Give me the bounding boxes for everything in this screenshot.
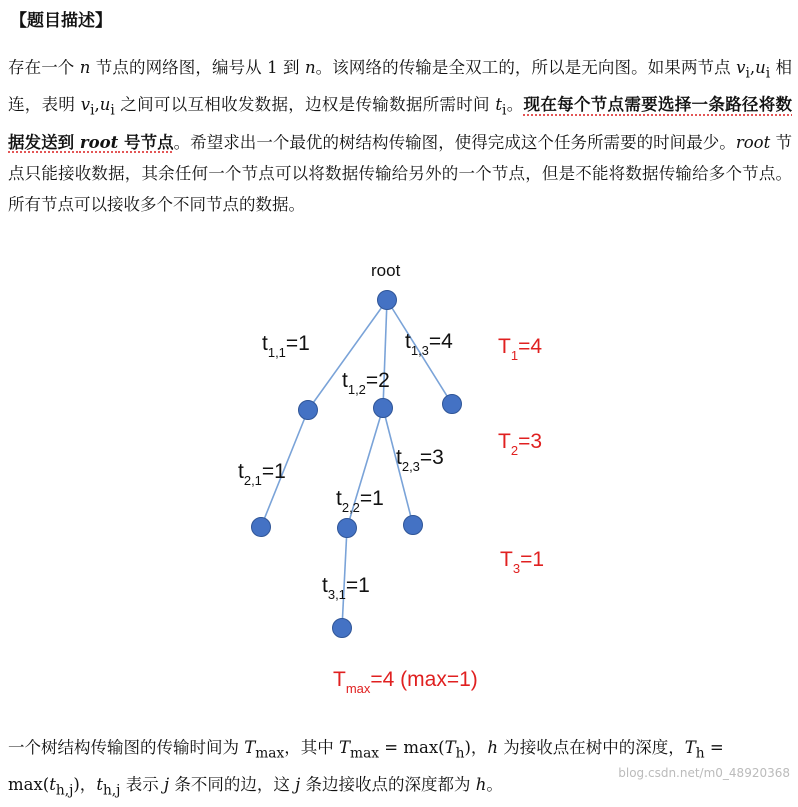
definition-run: T xyxy=(684,738,696,757)
edge-weight-label: $t_{1,1}=1$ xyxy=(262,332,310,360)
description-run: n xyxy=(304,58,316,77)
tree-node xyxy=(338,519,357,538)
description-run: root xyxy=(735,132,771,152)
definition-run: )， xyxy=(73,775,97,795)
definition-run: 表示 xyxy=(120,775,164,795)
definition-run: T xyxy=(339,738,351,757)
description-run: v xyxy=(80,95,91,115)
definition-run: h,j xyxy=(55,782,74,799)
definition-run: max xyxy=(350,745,380,762)
description-run: 节点的网络图，编号从 1 到 xyxy=(90,58,305,77)
definition-run: 条不同的边，这 xyxy=(169,775,296,795)
description-run: 。该网络的传输是全双工的，所以是无向图。如果两节点 xyxy=(315,58,737,77)
description-run: 号节点 xyxy=(118,132,174,152)
definition-run: t xyxy=(49,775,56,795)
section-heading: 【题目描述】 xyxy=(10,11,112,31)
tree-node xyxy=(374,399,393,418)
watermark: blog.csdn.net/m0_48920368 xyxy=(618,766,790,780)
description-run: t xyxy=(495,95,503,115)
definition-run: h,j xyxy=(102,782,121,799)
definition-run: )， xyxy=(464,738,488,757)
tree-node xyxy=(333,619,352,638)
description-run: 节点只能接收数据，其余任何一个节点可以将数据传输给另外的一个节点，但是不能将数据传输给多个节点。所有节点可以接收多个不同节点的数据。 xyxy=(8,132,792,214)
level-time-label: $T_1=4$ xyxy=(498,335,543,363)
definition-run: h xyxy=(455,745,465,762)
edge-weight-label: $t_{2,1}=1$ xyxy=(238,460,286,488)
definition-run: h xyxy=(475,775,487,795)
description-run: i xyxy=(765,65,771,82)
definition-run: t xyxy=(96,775,103,795)
level-time-label: $T_3=1$ xyxy=(500,548,545,576)
description-run: i xyxy=(90,102,95,119)
root-label: root xyxy=(371,261,401,280)
description-run: , xyxy=(749,58,756,77)
edge-weight-label: $t_{1,3}=4$ xyxy=(405,330,453,358)
description-run: 。希望求出一个最优的树结构传输图，使得完成这个任务所需要的时间最少。 xyxy=(173,132,736,152)
tree-node xyxy=(443,395,462,414)
description-run: root xyxy=(79,132,119,152)
description-run: i xyxy=(110,102,115,119)
definition-run: 为接收点在树中的深度， xyxy=(498,738,685,757)
definition-run: h xyxy=(695,745,705,762)
definition-run: = max( xyxy=(8,738,724,795)
tree-node xyxy=(299,401,318,420)
root-node xyxy=(378,291,397,310)
edge-weight-label: $t_{2,3}=3$ xyxy=(396,446,444,474)
definition-run: ，其中 xyxy=(284,738,340,757)
tree-node xyxy=(404,516,423,535)
tree-node xyxy=(252,518,271,537)
tmax-summary-label: $T_{max}=4$ (max=1) xyxy=(333,668,478,696)
description-run: 之间可以互相收发数据，边权是传输数据所需时间 xyxy=(114,95,496,115)
edge-weight-label: $t_{3,1}=1$ xyxy=(322,574,370,602)
edge-weight-label: $t_{2,2}=1$ xyxy=(336,487,384,515)
description-run: 现在每个节点需要选择一条路径将数据发送到 xyxy=(8,95,793,152)
description-run: n xyxy=(79,58,91,77)
definition-run: = max( xyxy=(379,738,445,757)
description-run: u xyxy=(755,58,766,77)
edge-weight-label: $t_{1,2}=2$ xyxy=(342,369,390,397)
description-run: 相连，表明 xyxy=(8,58,792,115)
definition-run: j xyxy=(163,775,170,795)
level-time-label: $T_2=3$ xyxy=(498,430,543,458)
definition-run: h xyxy=(487,738,499,757)
description-run: i xyxy=(502,102,507,119)
description-run: , xyxy=(94,95,100,115)
description-run: i xyxy=(745,65,750,82)
definition-run: 一个树结构传输图的传输时间为 xyxy=(8,738,245,757)
definition-run: 条边接收点的深度都为 xyxy=(300,775,476,795)
definition-run: j xyxy=(295,775,301,795)
description-run: v xyxy=(736,58,746,77)
definition-run: max xyxy=(255,745,285,762)
description-run: 。 xyxy=(506,95,524,115)
description-run: u xyxy=(99,95,111,115)
definition-run: T xyxy=(444,738,456,757)
definition-run: T xyxy=(244,738,256,757)
definition-run: 。 xyxy=(486,775,503,795)
description-run: 存在一个 xyxy=(8,58,80,77)
